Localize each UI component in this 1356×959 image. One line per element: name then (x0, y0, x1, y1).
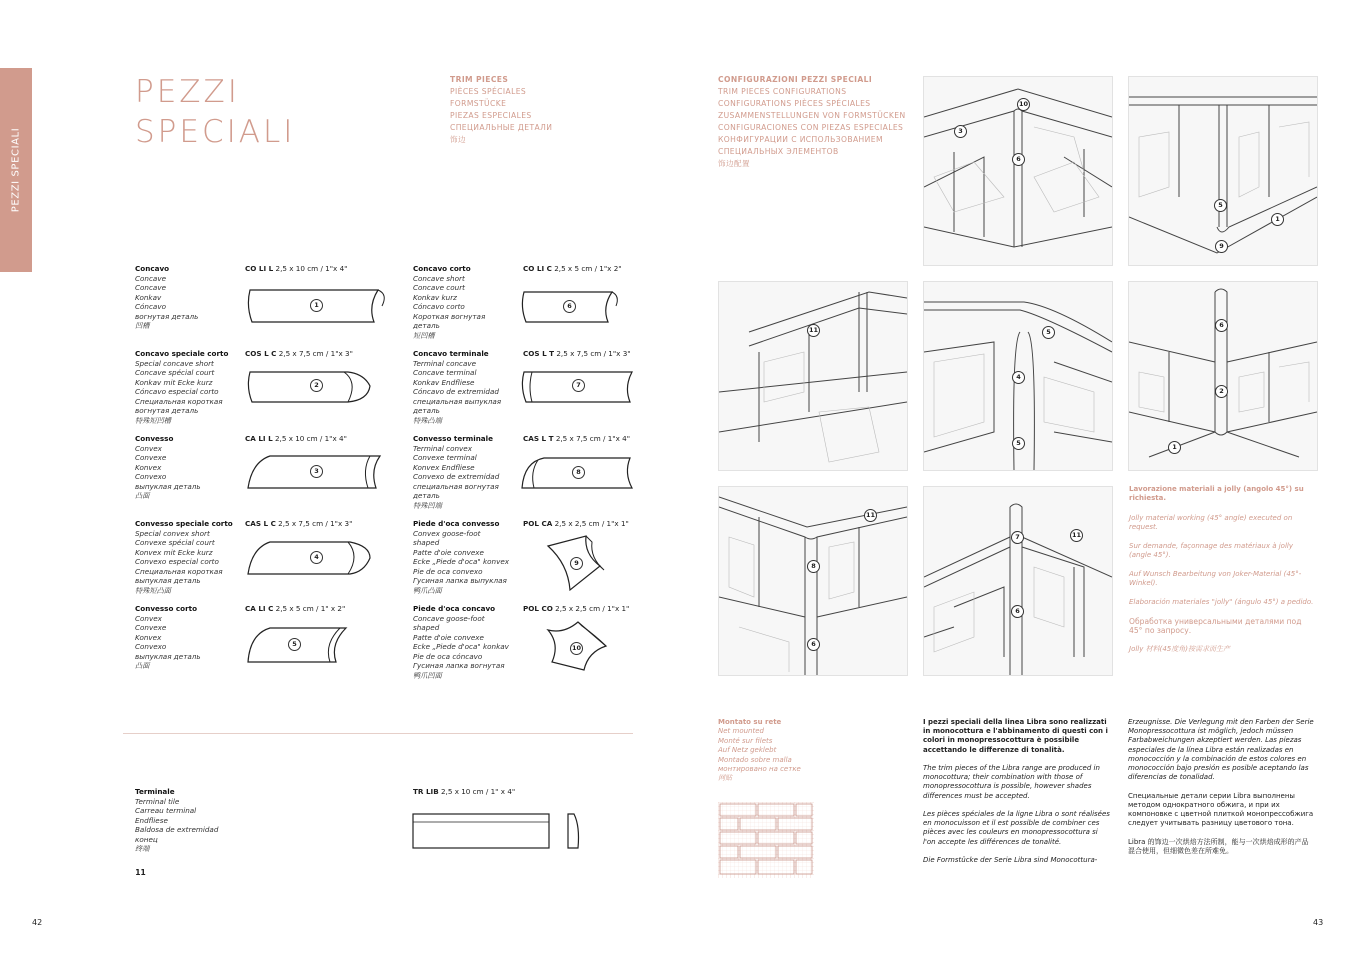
paragraph-de: Die Formstücke der Serie Libra sind Monocottura- (923, 856, 1098, 864)
piece-name: Ecke „Piede d'oca" konkav (413, 642, 509, 651)
net-mounted-note (718, 718, 801, 784)
piece-name: Convesso terminale (413, 434, 493, 443)
piece-name: Konvex (135, 462, 162, 472)
piece-name: Baldosa de extremidad (135, 825, 219, 834)
title-line-2: SPECIALI (135, 114, 296, 150)
piece-name: Terminale (135, 787, 175, 796)
piece-name: вогнутая деталь (135, 406, 199, 415)
piece-code: CO LI L (245, 264, 274, 273)
piece-name: выпуклая деталь (135, 576, 201, 585)
config-badge: 11 (1070, 529, 1083, 542)
piece-code: COS L C (245, 349, 277, 358)
heading-line: ZUSAMMENSTELLUNGEN VON FORMSTÜCKEN (718, 111, 906, 120)
jolly-line: Auf Wunsch Bearbeitung von Joker-Material (45°-Winkel). (1129, 569, 1302, 588)
piece-name: Convesso corto (135, 604, 198, 613)
config-badge: 11 (807, 324, 820, 337)
config-badge: 9 (1215, 240, 1228, 253)
piece-name: Patte d'oie convexe (413, 547, 484, 557)
piece-name: Гусиная лапка выпуклая (413, 576, 507, 585)
piece-spec-5 (245, 604, 345, 613)
piece-code: CA LI L (245, 434, 273, 443)
piece-spec-2 (245, 349, 353, 358)
config-badge: 8 (807, 560, 820, 573)
piece-name: shaped (413, 538, 440, 547)
piece-spec-10 (523, 604, 629, 613)
piece-names-1 (135, 264, 198, 331)
jolly-line: Elaboración materiales "jolly" (ángulo 45°) a pedido. (1129, 597, 1314, 606)
piece-name: Special concave short (135, 358, 214, 368)
piece-number-badge: 6 (563, 300, 576, 313)
piece-name: Cóncavo de extremidad (413, 387, 499, 396)
piece-names-10 (413, 604, 509, 680)
piece-size: 2,5 x 2,5 cm / 1"x 1" (554, 519, 629, 528)
heading-line: FORMSTÜCKE (450, 99, 507, 108)
heading-line: TRIM PIECES (450, 75, 509, 84)
piece-spec-7 (523, 349, 631, 358)
piece-name: 特殊短凹槽 (135, 415, 171, 425)
heading-line: CONFIGURATIONS PIÈCES SPÉCIALES (718, 99, 871, 108)
text-column-2 (1128, 718, 1314, 865)
piece-size: 2,5 x 5 cm / 1"x 2" (554, 264, 622, 273)
page-number-left: 42 (32, 918, 43, 927)
piece-spec-1 (245, 264, 347, 273)
piece-code: CO LI C (523, 264, 552, 273)
piece-drawing-6 (518, 286, 622, 326)
piece-name: Специальная короткая (135, 396, 223, 406)
config-badge: 6 (1012, 153, 1025, 166)
piece-name: Concavo (135, 264, 170, 273)
piece-spec-4 (245, 519, 352, 528)
piece-name: Pie de oca cóncavo (413, 651, 483, 661)
heading-line: PIÈCES SPÉCIALES (450, 87, 527, 96)
piece-name: Гусиная лапка вогнутая (413, 661, 505, 670)
piece-size: 2,5 x 7,5 cm / 1"x 4" (555, 434, 631, 443)
net-line: Monté sur filets (718, 736, 773, 745)
piece-number-badge: 4 (310, 551, 323, 564)
piece-drawing-8 (518, 452, 638, 492)
piece-name: Concave (135, 283, 167, 292)
piece-code: COS L T (523, 349, 555, 358)
piece-name: Konkav mit Ecke kurz (135, 377, 213, 387)
piece-name: Konvex mit Ecke kurz (135, 547, 213, 557)
piece-name: 特殊凸端 (413, 415, 442, 425)
config-badge: 7 (1011, 531, 1024, 544)
config-badge: 4 (1012, 371, 1025, 384)
piece-code: CAS L C (245, 519, 276, 528)
piece-number-badge: 3 (310, 465, 323, 478)
heading-line: PIEZAS ESPECIALES (450, 111, 532, 120)
piece-spec-8 (523, 434, 630, 443)
page-title (135, 72, 295, 152)
piece-name: Convesso (135, 434, 174, 443)
config-panel-4 (923, 281, 1113, 471)
config-badge: 1 (1271, 213, 1284, 226)
piece-drawing-7 (518, 366, 638, 406)
paragraph-zh: Libra 的饰边一次烘焙方法所制，能与一次烘焙成形的产品混合使用，但细微色差在所难免。 (1128, 837, 1309, 855)
piece-number-badge: 10 (570, 642, 583, 655)
piece-drawing-1 (244, 284, 390, 326)
piece-name: Carreau terminal (135, 806, 197, 815)
piece-size: 2,5 x 7,5 cm / 1"x 3" (278, 519, 353, 528)
config-badge: 3 (954, 125, 967, 138)
piece-name: Concavo corto (413, 264, 471, 273)
config-badge: 6 (1011, 605, 1024, 618)
piece-spec-3 (245, 434, 347, 443)
piece-number-badge: 8 (572, 466, 585, 479)
piece-name: Patte d'oie convexe (413, 632, 484, 642)
piece-name: Konkav (135, 292, 162, 302)
piece-code: POL CA (523, 519, 553, 528)
config-badge: 6 (1215, 319, 1228, 332)
piece-name: Concave spécial court (135, 368, 215, 377)
piece-name: Convexe terminal (413, 453, 477, 462)
net-line: 网贴 (718, 774, 732, 783)
piece-name: Piede d'oca concavo (413, 604, 496, 613)
piece-name: 终端 (135, 844, 150, 853)
net-line: монтировано на сетке (718, 765, 801, 774)
piece-name: Special convex short (135, 528, 210, 538)
heading-line: СПЕЦИАЛЬНЫЕ ДЕТАЛИ (450, 123, 553, 132)
piece-size: 2,5 x 7,5 cm / 1"x 3" (278, 349, 353, 358)
piece-name: выпуклая деталь (135, 481, 201, 491)
piece-name: Cóncavo (135, 302, 166, 311)
piece-name: Concave goose-foot (413, 613, 485, 623)
piece-name: специальная вогнутая (413, 481, 499, 491)
piece-drawing-9 (540, 532, 610, 594)
trim-pieces-heading (450, 74, 552, 146)
piece-drawing-5 (244, 622, 354, 666)
piece-name: 特殊凹端 (413, 500, 442, 510)
piece-name: Cóncavo especial corto (135, 387, 219, 396)
section-divider (123, 733, 633, 734)
piece-spec-11 (413, 787, 515, 796)
piece-size: 2,5 x 10 cm / 1"x 4" (274, 434, 347, 443)
piece-name: Terminal tile (135, 796, 180, 806)
piece-name: Ecke „Piede d'oca" konvex (413, 557, 510, 566)
piece-name: Concavo speciale corto (135, 349, 229, 358)
piece-name: Convex goose-foot (413, 528, 481, 538)
piece-name: 鸭爪凹面 (413, 670, 442, 680)
heading-line: СПЕЦИАЛЬНЫХ ЭЛЕМЕНТОВ (718, 147, 839, 156)
piece-number-badge: 7 (572, 379, 585, 392)
piece-code: POL CO (523, 604, 553, 613)
net-line: Net mounted (718, 727, 764, 736)
piece-name: 凸面 (135, 491, 150, 500)
piece-names-6 (413, 264, 485, 340)
piece-names-11 (135, 787, 218, 854)
piece-name: вогнутая деталь (135, 311, 199, 321)
piece-name: Concavo terminale (413, 349, 489, 358)
config-badge: 5 (1012, 437, 1025, 450)
config-badge: 2 (1215, 385, 1228, 398)
piece-names-2 (135, 349, 228, 425)
paragraph-fr: Les pièces spéciales de la ligne Libra o sont réalisées en monocuisson et il est possible de combiner ces pièces avec les couleurs en monopressocottura si l'on accepte les différences de tonalité. (923, 810, 1110, 846)
piece-name: Convexe spécial court (135, 538, 215, 547)
piece-size: 2,5 x 10 cm / 1"x 4" (275, 264, 348, 273)
piece-name: выпуклая деталь (135, 651, 201, 661)
config-badge: 1 (1168, 441, 1181, 454)
paragraph-en: The trim pieces of the Libra range are produced in monocottura; their combination with those of monopressocottura is possible, however shades differences must be accepted. (923, 764, 1100, 800)
config-panel-3 (718, 281, 908, 471)
piece-names-5 (135, 604, 201, 671)
configurations-heading (718, 74, 906, 170)
sidebar-label: PEZZI SPECIALI (10, 127, 22, 213)
piece-name: Специальная короткая (135, 566, 223, 576)
net-mounted-illustration (718, 802, 814, 882)
paragraph-ru: Специальные детали серии Libra выполнены методом однократного обжига, и при их компоновке с цветной плиткой монопрессобжига следует учитывать разницу цветового тона. (1128, 791, 1314, 828)
piece-names-8 (413, 434, 499, 510)
piece-names-9 (413, 519, 509, 595)
config-badge: 6 (807, 638, 820, 651)
jolly-line: Sur demande, façonnage des matériaux à jolly (angle 45°). (1129, 541, 1293, 559)
piece-drawing-3 (244, 450, 390, 492)
piece-names-4 (135, 519, 233, 595)
piece-name: 鸭爪凸面 (413, 585, 442, 595)
piece-name: Короткая вогнутая (413, 311, 486, 321)
page-number-right: 43 (1313, 918, 1324, 927)
piece-name: Convexo (135, 642, 167, 651)
text-column-1 (923, 718, 1111, 874)
piece-name: Convexe (135, 623, 167, 632)
piece-name: Konkav kurz (413, 292, 457, 302)
piece-size: 2,5 x 5 cm / 1" x 2" (275, 604, 346, 613)
piece-name: Konkav Endfliese (413, 377, 475, 387)
piece-names-7 (413, 349, 501, 425)
piece-name: Piede d'oca convesso (413, 519, 500, 528)
piece-spec-9 (523, 519, 629, 528)
title-line-1: PEZZI (135, 74, 240, 110)
piece-number-badge: 9 (570, 557, 583, 570)
section-sidebar-tab (0, 68, 32, 272)
piece-name: 凹槽 (135, 321, 150, 330)
jolly-line: Обработка универсальными деталями под 45° по запросу. (1129, 616, 1302, 635)
piece-name: Convexo especial corto (135, 557, 219, 566)
piece-name: Convexo de extremidad (413, 472, 500, 481)
piece-name: Concave short (413, 273, 465, 283)
heading-line: CONFIGURAZIONI PEZZI SPECIALI (718, 75, 873, 84)
jolly-heading: Lavorazione materiali a jolly (angolo 45°) su richiesta. (1129, 485, 1304, 503)
piece-drawing-2 (244, 366, 374, 406)
piece-name: деталь (413, 321, 440, 330)
config-panel-1 (923, 76, 1113, 266)
piece-drawing-10 (544, 618, 614, 674)
piece-name: shaped (413, 623, 440, 632)
piece-name: Convexo (135, 472, 167, 481)
piece-name: 特殊短凸面 (135, 585, 171, 595)
piece-name: Convesso speciale corto (135, 519, 233, 528)
piece-name: Konvex (135, 632, 162, 642)
piece-code: CA LI C (245, 604, 274, 613)
piece-name: 短凹槽 (413, 330, 435, 340)
piece-spec-6 (523, 264, 622, 273)
jolly-line: Jolly material working (45° angle) executed on request. (1129, 513, 1293, 531)
config-badge: 5 (1214, 199, 1227, 212)
piece-name: деталь (413, 406, 440, 415)
piece-name: конец (135, 834, 158, 844)
piece-name: Terminal concave (413, 358, 477, 368)
piece-name: Convex (135, 443, 162, 453)
heading-line: CONFIGURACIONES CON PIEZAS ESPECIALES (718, 123, 904, 132)
jolly-line: Jolly 材料(45度角)按需求而生产 (1129, 644, 1230, 653)
heading-line: КОНФИГУРАЦИИ С ИСПОЛЬЗОВАНИЕМ (718, 135, 883, 144)
piece-number-badge: 1 (310, 299, 323, 312)
piece-name: Endfliese (135, 815, 168, 825)
piece-number-badge: 2 (310, 379, 323, 392)
piece-name: Convexe (135, 453, 167, 462)
piece-number-badge: 5 (288, 638, 301, 651)
heading-line: 饰边配置 (718, 159, 750, 168)
config-panel-5 (1128, 281, 1318, 471)
piece-code: TR LIB (413, 787, 439, 796)
config-panel-7 (923, 486, 1113, 676)
piece-size: 2,5 x 7,5 cm / 1"x 3" (556, 349, 631, 358)
piece-size: 2,5 x 10 cm / 1" x 4" (440, 787, 516, 796)
piece-name: Concave (135, 273, 167, 283)
terminal-number: 11 (135, 868, 146, 877)
piece-code: CAS L T (523, 434, 554, 443)
config-badge: 10 (1017, 98, 1030, 111)
piece-name: Concave court (413, 283, 465, 292)
piece-name: Terminal convex (413, 443, 472, 453)
net-line: Montado sobre malla (718, 755, 792, 764)
piece-name: специальная выпуклая (413, 396, 502, 406)
piece-size: 2,5 x 2,5 cm / 1"x 1" (555, 604, 630, 613)
heading-line: 饰边 (450, 135, 466, 144)
piece-drawing-4 (244, 536, 374, 578)
piece-name: 凸面 (135, 661, 150, 670)
piece-name: Concave terminal (413, 368, 477, 377)
net-line: Auf Netz geklebt (718, 746, 777, 755)
piece-name: Konvex Endfliese (413, 462, 475, 472)
paragraph-de-es: Erzeugnisse. Die Verlegung mit den Farben der Serie Monopressocottura ist möglich, jedoch müssen Farbabweichungen akzeptiert werden. Las piezas especiales de la línea Libra están realizadas en monococción y la combinación de estos colores en monococción bajo presión es posible aceptando las diferencias de tonalidad. (1128, 718, 1314, 782)
net-heading: Montato su rete (718, 718, 782, 726)
piece-name: Cóncavo corto (413, 302, 465, 311)
piece-drawing-11 (412, 812, 582, 856)
piece-name: Convex (135, 613, 162, 623)
config-panel-6 (718, 486, 908, 676)
heading-line: TRIM PIECES CONFIGURATIONS (718, 87, 847, 96)
config-panel-2 (1128, 76, 1318, 266)
config-badge: 11 (864, 509, 877, 522)
config-badge: 5 (1042, 326, 1055, 339)
piece-name: Pie de oca convexo (413, 566, 483, 576)
jolly-note (1129, 485, 1314, 664)
piece-name: деталь (413, 491, 440, 500)
paragraph-it: I pezzi speciali della linea Libra sono realizzati in monocottura e l'abbinamento di questi con i colori in monopressocottura è possibile accettando le differenze di tonalità. (923, 718, 1108, 754)
piece-names-3 (135, 434, 201, 501)
